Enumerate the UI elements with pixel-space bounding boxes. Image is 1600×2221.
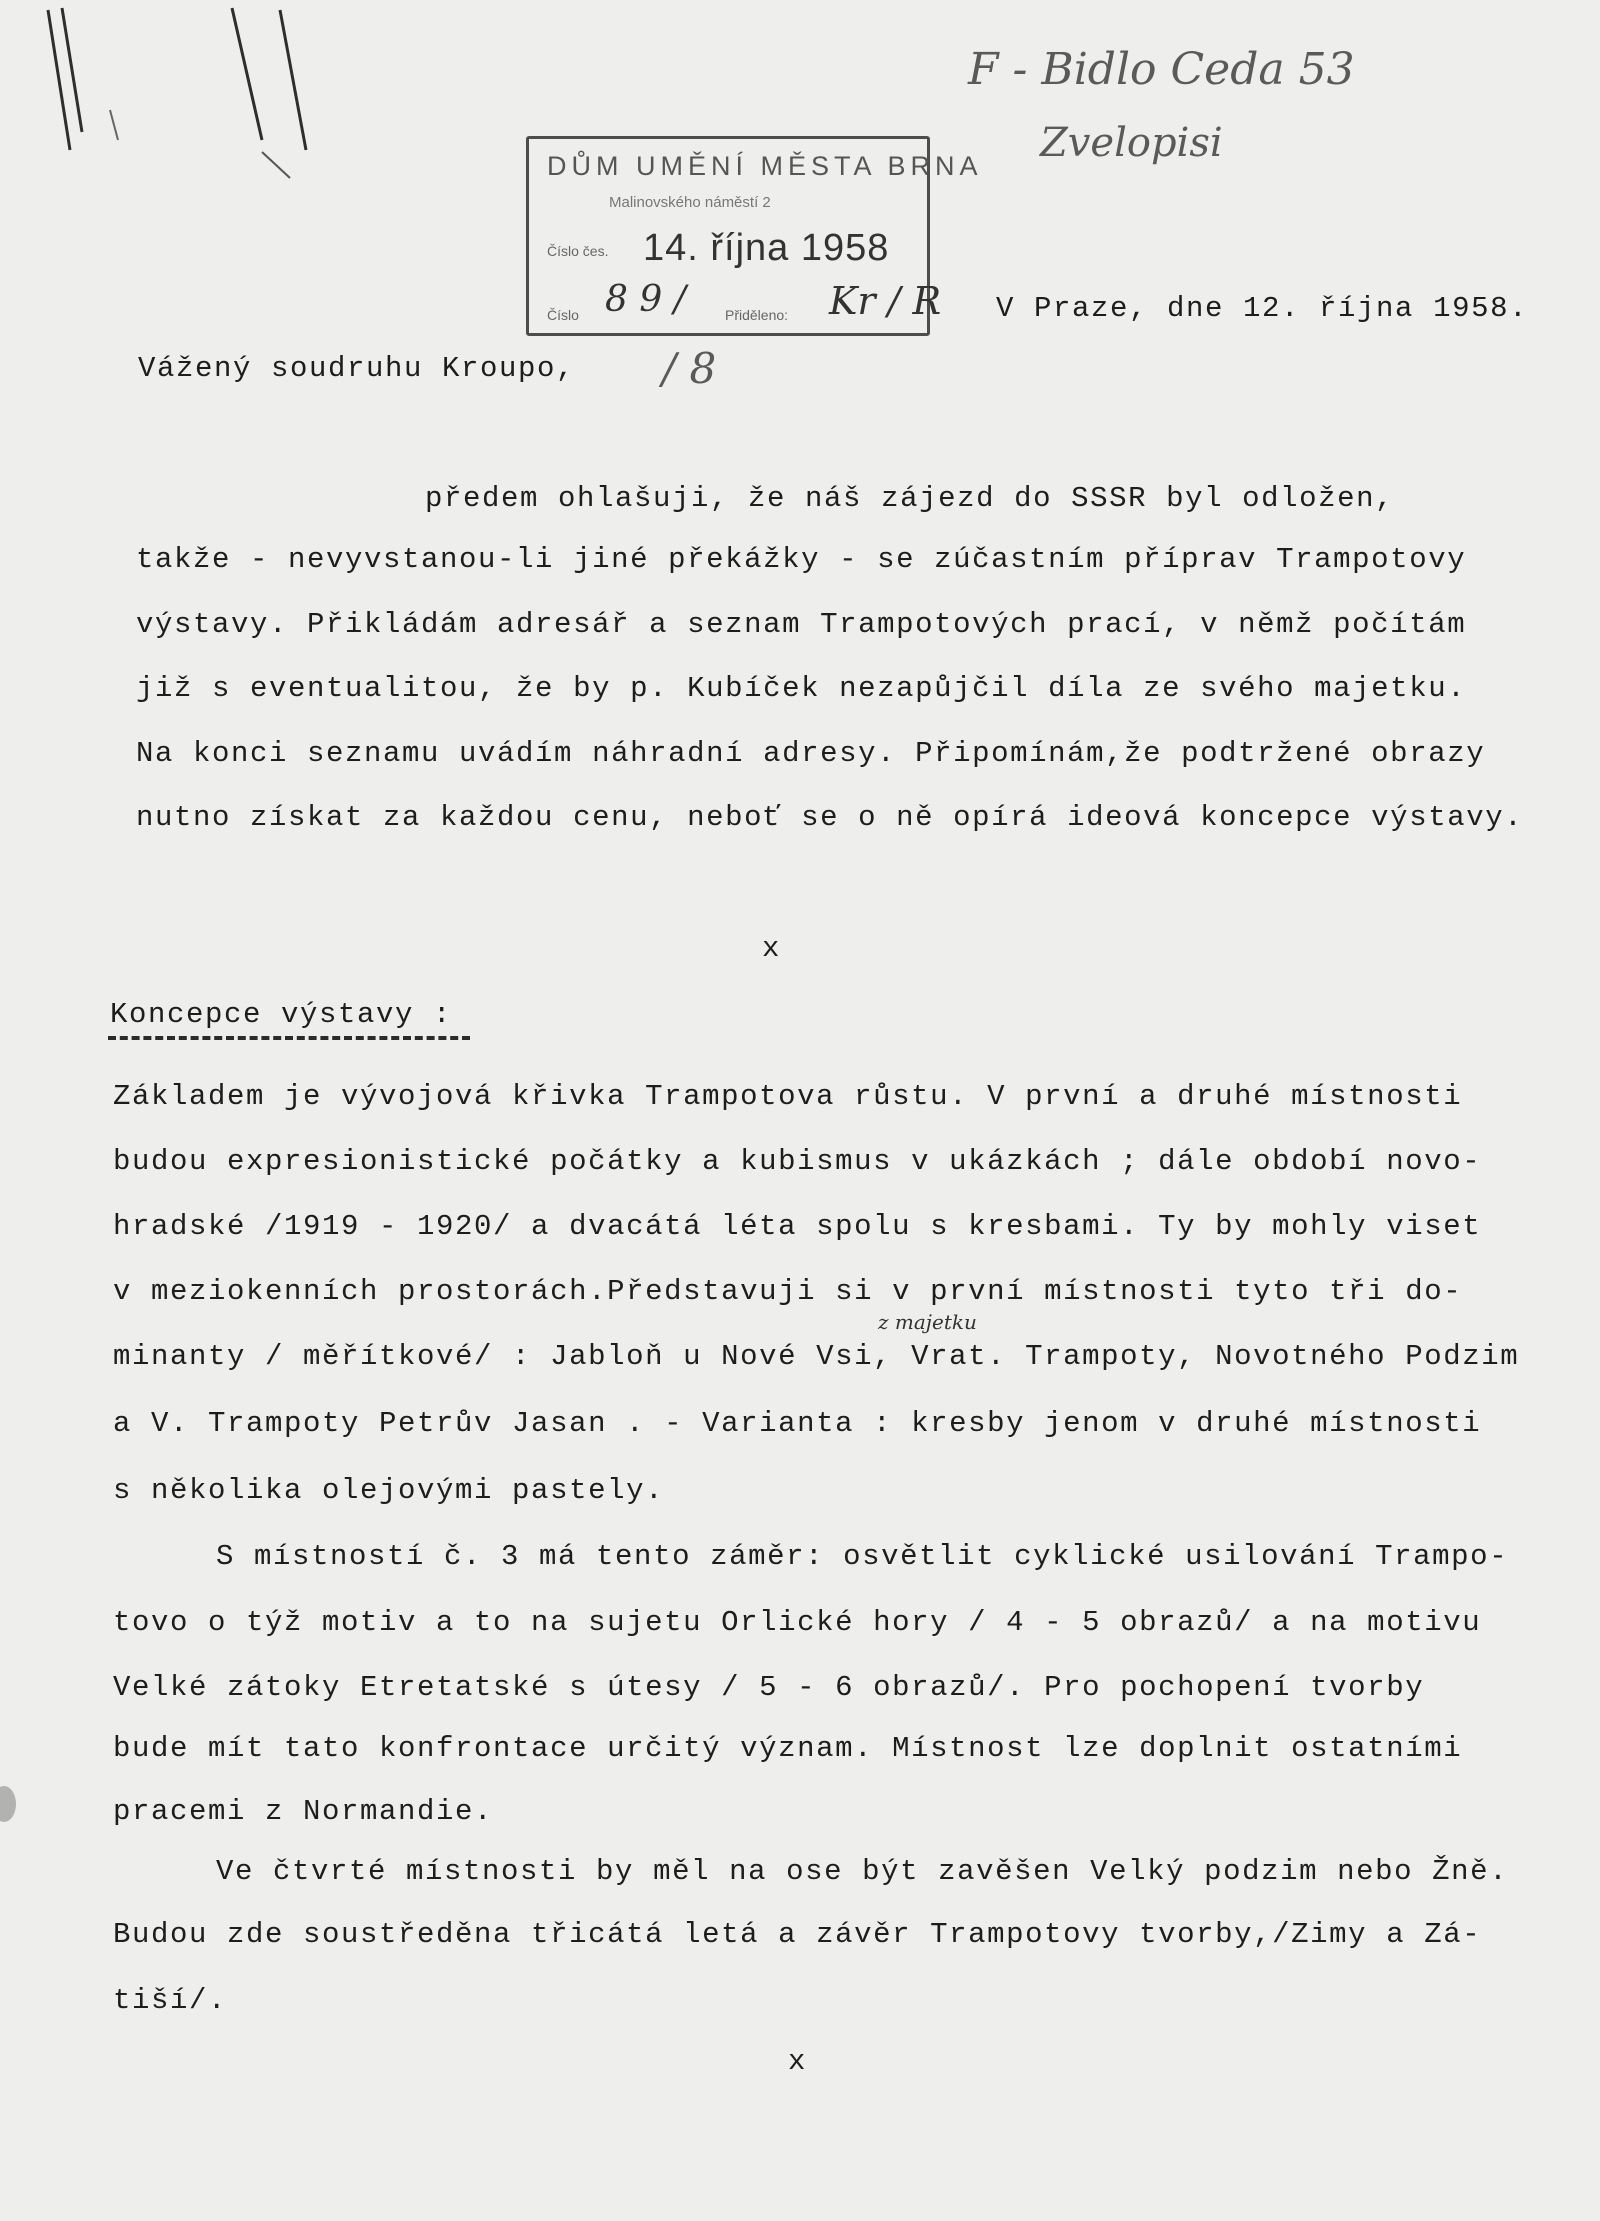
intro-line: již s eventualitou, že by p. Kubíček nezapůjčil díla ze svého majetku. [136,672,1467,705]
heading-underline [108,1036,470,1040]
separator-x: x [762,932,782,965]
room4-line: Budou zde soustředěna třicátá letá a závěr Trampotovy tvorby,/Zimy a Zá- [113,1918,1482,1951]
stamp-handwritten-number: 8 9 / [605,279,686,320]
date-line: V Praze, dne 12. října 1958. [996,292,1529,325]
handwritten-mark-below-stamp: / 8 [662,344,717,393]
stamp-prideleno-label: Přiděleno: [725,307,789,323]
handwritten-insertion: z majetku [878,1310,977,1334]
concept-line: budou expresionistické počátky a kubismus v ukázkách ; dále období novo- [113,1145,1482,1178]
concept-line: Základem je vývojová křivka Trampotova růstu. V první a druhé místnosti [113,1080,1463,1113]
section-heading: Koncepce výstavy : [110,998,453,1031]
room3-line: tovo o týž motiv a to na sujetu Orlické hory / 4 - 5 obrazů/ a na motivu [113,1606,1482,1639]
handwritten-note-line1: F - Bidlo Ceda 53 [968,44,1355,95]
separator-x-end: x [788,2045,808,2078]
receipt-stamp [526,136,983,336]
intro-line: takže - nevyvstanou-li jiné překážky - se zúčastním příprav Trampotovy [136,543,1467,576]
concept-line: s několika olejovými pastely. [113,1474,665,1507]
concept-line: hradské /1919 - 1920/ a dvacátá léta spolu s kresbami. Ty by mohly viset [113,1210,1482,1243]
punch-hole [0,1786,16,1822]
stamp-received-date: 14. října 1958 [643,227,890,269]
stamp-address: Malinovského náměstí 2 [609,194,771,211]
stamp-cislo-label: Číslo [547,307,579,323]
stamp-cislo-jednaci-label: Číslo čes. [547,243,609,259]
stamp-institution: DŮM UMĚNÍ MĚSTA BRNA [547,151,983,181]
room3-line: S místností č. 3 má tento záměr: osvětlit cyklické usilování Trampo- [216,1540,1509,1573]
concept-line: a V. Trampoty Petrův Jasan . - Varianta : kresby jenom v druhé místnosti [113,1407,1482,1440]
intro-line: předem ohlašuji, že náš zájezd do SSSR byl odložen, [425,482,1395,515]
stamp-handwritten-signature: Kr / R [829,279,942,323]
intro-line: výstavy. Přikládám adresář a seznam Trampotových prací, v němž počítám [136,608,1467,641]
concept-line: minanty / měřítkové/ : Jabloň u Nové Vsi, Vrat. Trampoty, Novotného Podzim [113,1340,1520,1373]
handwritten-note-line2: Zvelopisi [1040,120,1223,166]
concept-line: v meziokenních prostorách.Představuji si v první místnosti tyto tři do- [113,1275,1463,1308]
intro-line: Na konci seznamu uvádím náhradní adresy. Připomínám,že podtržené obrazy [136,737,1486,770]
intro-line: nutno získat za každou cenu, neboť se o ně opírá ideová koncepce výstavy. [136,801,1524,834]
room4-line: tiší/. [113,1984,228,2017]
room3-line: Velké zátoky Etretatské s útesy / 5 - 6 obrazů/. Pro pochopení tvorby [113,1671,1425,1704]
room3-line: pracemi z Normandie. [113,1795,494,1828]
salutation: Vážený soudruhu Kroupo, [138,352,576,385]
room3-line: bude mít tato konfrontace určitý význam. Místnost lze doplnit ostatními [113,1732,1463,1765]
room4-line: Ve čtvrté místnosti by měl na ose být zavěšen Velký podzim nebo Žně. [216,1855,1509,1888]
